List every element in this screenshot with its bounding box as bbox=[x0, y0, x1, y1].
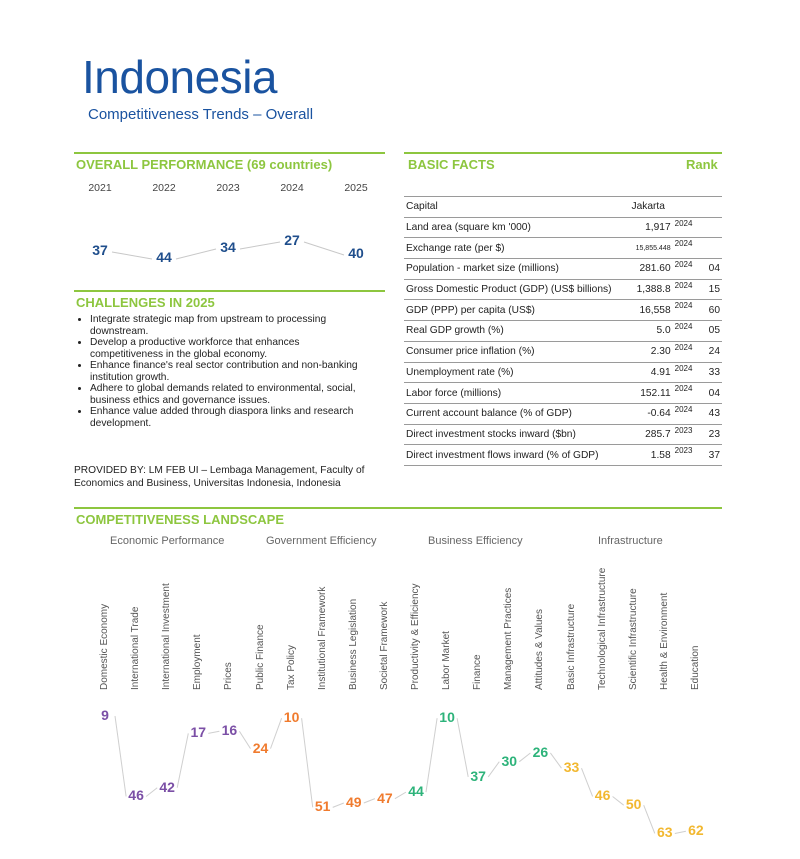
fact-rank: 43 bbox=[700, 403, 722, 424]
fact-rank: 60 bbox=[700, 300, 722, 321]
fact-label: Gross Domestic Product (GDP) (US$ billions) bbox=[404, 279, 630, 300]
fact-value: 5.0 bbox=[630, 321, 673, 342]
fact-year: 2024 bbox=[673, 217, 700, 238]
fact-label: GDP (PPP) per capita (US$) bbox=[404, 300, 630, 321]
fact-label: Direct investment flows inward (% of GDP) bbox=[404, 445, 630, 466]
overall-performance-heading: OVERALL PERFORMANCE (69 countries) bbox=[76, 157, 333, 172]
fact-value: 152.11 bbox=[630, 383, 673, 404]
year-label: 2024 bbox=[280, 182, 304, 194]
factor-label: Education bbox=[689, 645, 701, 690]
fact-value: 16,558 bbox=[630, 300, 673, 321]
factor-label: Business Legislation bbox=[347, 598, 359, 690]
factor-label: Attitudes & Values bbox=[534, 609, 546, 690]
factor-rank: 9 bbox=[101, 707, 109, 723]
fact-rank: 33 bbox=[700, 362, 722, 383]
year-label: 2022 bbox=[152, 182, 176, 194]
fact-value: 15,855.448 bbox=[630, 238, 673, 259]
factor-label: International Trade bbox=[130, 606, 142, 690]
fact-rank: 04 bbox=[700, 383, 722, 404]
fact-year: 2024 bbox=[673, 341, 700, 362]
fact-value: 1.58 bbox=[630, 445, 673, 466]
page-subtitle: Competitiveness Trends – Overall bbox=[88, 106, 314, 123]
fact-rank: 15 bbox=[700, 279, 722, 300]
pillar-heading: Economic Performance bbox=[110, 535, 225, 547]
factor-label: Productivity & Efficiency bbox=[410, 583, 421, 690]
fact-year: 2023 bbox=[673, 424, 700, 445]
factor-rank: 33 bbox=[563, 759, 580, 776]
pillar-heading: Infrastructure bbox=[598, 535, 663, 547]
fact-year: 2024 bbox=[673, 403, 700, 424]
factor-rank: 62 bbox=[688, 822, 704, 839]
fact-label: Capital bbox=[404, 197, 630, 217]
factor-rank: 46 bbox=[128, 787, 144, 804]
fact-label: Consumer price inflation (%) bbox=[404, 341, 630, 362]
year-label: 2021 bbox=[88, 182, 112, 194]
challenge-item: • Enhance value added through diaspora links and research development. bbox=[90, 406, 374, 429]
factor-rank: 26 bbox=[532, 743, 549, 760]
overall-rank: 34 bbox=[220, 239, 236, 255]
challenge-item: • Enhance finance's real sector contribution and non-banking institution growth. bbox=[90, 360, 374, 383]
fact-rank: 05 bbox=[700, 321, 722, 342]
fact-value: 281.60 bbox=[630, 259, 673, 280]
fact-label: Unemployment rate (%) bbox=[404, 362, 630, 383]
fact-value: Jakarta bbox=[630, 197, 673, 217]
overall-rank: 44 bbox=[156, 249, 172, 265]
factor-label: Finance bbox=[472, 654, 484, 690]
fact-label: Population - market size (millions) bbox=[404, 259, 630, 280]
factor-label: Prices bbox=[223, 662, 235, 690]
challenge-item: • Adhere to global demands related to environmental, social, business ethics and governance issues. bbox=[90, 383, 374, 406]
fact-label: Land area (square km '000) bbox=[404, 217, 630, 238]
factor-label: Employment bbox=[192, 634, 204, 690]
factor-label: Labor Market bbox=[441, 631, 453, 690]
fact-label: Real GDP growth (%) bbox=[404, 321, 630, 342]
factor-rank: 51 bbox=[314, 798, 331, 815]
fact-value: 1,388.8 bbox=[630, 279, 673, 300]
overall-rank: 40 bbox=[348, 245, 364, 261]
factor-rank: 49 bbox=[346, 794, 362, 810]
fact-value: 285.7 bbox=[630, 424, 673, 445]
landscape-heading: COMPETITIVENESS LANDSCAPE bbox=[76, 512, 285, 527]
factor-rank: 24 bbox=[252, 739, 269, 756]
factor-label: Health & Environment bbox=[658, 592, 670, 690]
factor-rank: 37 bbox=[470, 767, 486, 784]
fact-value: -0.64 bbox=[630, 403, 673, 424]
factor-label: Scientific Infrastructure bbox=[627, 588, 639, 690]
factor-label: Domestic Economy bbox=[99, 603, 110, 690]
fact-rank: 04 bbox=[700, 259, 722, 280]
factor-label: International Investment bbox=[161, 583, 173, 690]
fact-label: Exchange rate (per $) bbox=[404, 238, 630, 259]
fact-value: 2.30 bbox=[630, 341, 673, 362]
factor-rank: 10 bbox=[283, 709, 300, 726]
factor-rank: 46 bbox=[594, 787, 611, 804]
challenge-item: • Develop a productive workforce that enhances competitiveness in the global economy. bbox=[90, 337, 374, 360]
factor-label: Institutional Framework bbox=[316, 586, 328, 690]
factor-rank: 17 bbox=[190, 724, 207, 741]
provided-by: PROVIDED BY: LM FEB UI – Lembaga Management, Faculty of Economics and Business, Universitas Indonesia, Indonesia bbox=[74, 465, 365, 489]
challenge-item: • Integrate strategic map from upstream to processing downstream. bbox=[90, 314, 374, 337]
overall-rank: 37 bbox=[92, 242, 108, 258]
trend-segment bbox=[115, 716, 126, 796]
fact-year: 2024 bbox=[673, 238, 700, 259]
factor-label: Public Finance bbox=[254, 624, 266, 690]
fact-label: Labor force (millions) bbox=[404, 383, 630, 404]
factor-rank: 63 bbox=[657, 824, 673, 841]
factor-rank: 42 bbox=[159, 778, 175, 795]
overall-rank: 27 bbox=[284, 232, 300, 248]
fact-year: 2024 bbox=[673, 259, 700, 280]
rank-heading: Rank bbox=[686, 157, 718, 172]
fact-year: 2024 bbox=[673, 300, 700, 321]
fact-year: 2024 bbox=[673, 383, 700, 404]
factor-label: Technological Infrastructure bbox=[596, 567, 608, 690]
fact-value: 4.91 bbox=[630, 362, 673, 383]
factor-rank: 44 bbox=[408, 783, 424, 800]
basic-facts-heading: BASIC FACTS bbox=[408, 157, 495, 172]
factor-label: Societal Framework bbox=[378, 601, 390, 690]
challenges-heading: CHALLENGES IN 2025 bbox=[76, 295, 215, 310]
fact-rank: 23 bbox=[700, 424, 722, 445]
fact-year: 2024 bbox=[673, 321, 700, 342]
fact-rank: 37 bbox=[700, 445, 722, 466]
fact-value: 1,917 bbox=[630, 217, 673, 238]
trend-segment bbox=[302, 718, 313, 807]
fact-label: Current account balance (% of GDP) bbox=[404, 403, 630, 424]
factor-label: Basic Infrastructure bbox=[565, 603, 577, 690]
factor-rank: 30 bbox=[501, 752, 518, 769]
factor-label: Tax Policy bbox=[285, 644, 297, 690]
fact-year: 2024 bbox=[673, 279, 700, 300]
factor-rank: 10 bbox=[439, 709, 455, 726]
pillar-heading: Business Efficiency bbox=[428, 535, 523, 547]
factor-label: Management Practices bbox=[503, 587, 515, 690]
year-label: 2023 bbox=[216, 182, 240, 194]
factor-rank: 16 bbox=[221, 722, 238, 739]
fact-label: Direct investment stocks inward ($bn) bbox=[404, 424, 630, 445]
fact-year: 2023 bbox=[673, 445, 700, 466]
fact-rank: 24 bbox=[700, 341, 722, 362]
pillar-heading: Government Efficiency bbox=[266, 535, 377, 547]
country-title: Indonesia bbox=[82, 51, 277, 103]
factor-rank: 50 bbox=[625, 796, 642, 813]
fact-year: 2024 bbox=[673, 362, 700, 383]
factor-rank: 47 bbox=[377, 789, 393, 806]
trend-segment bbox=[426, 718, 437, 792]
year-label: 2025 bbox=[344, 182, 368, 194]
